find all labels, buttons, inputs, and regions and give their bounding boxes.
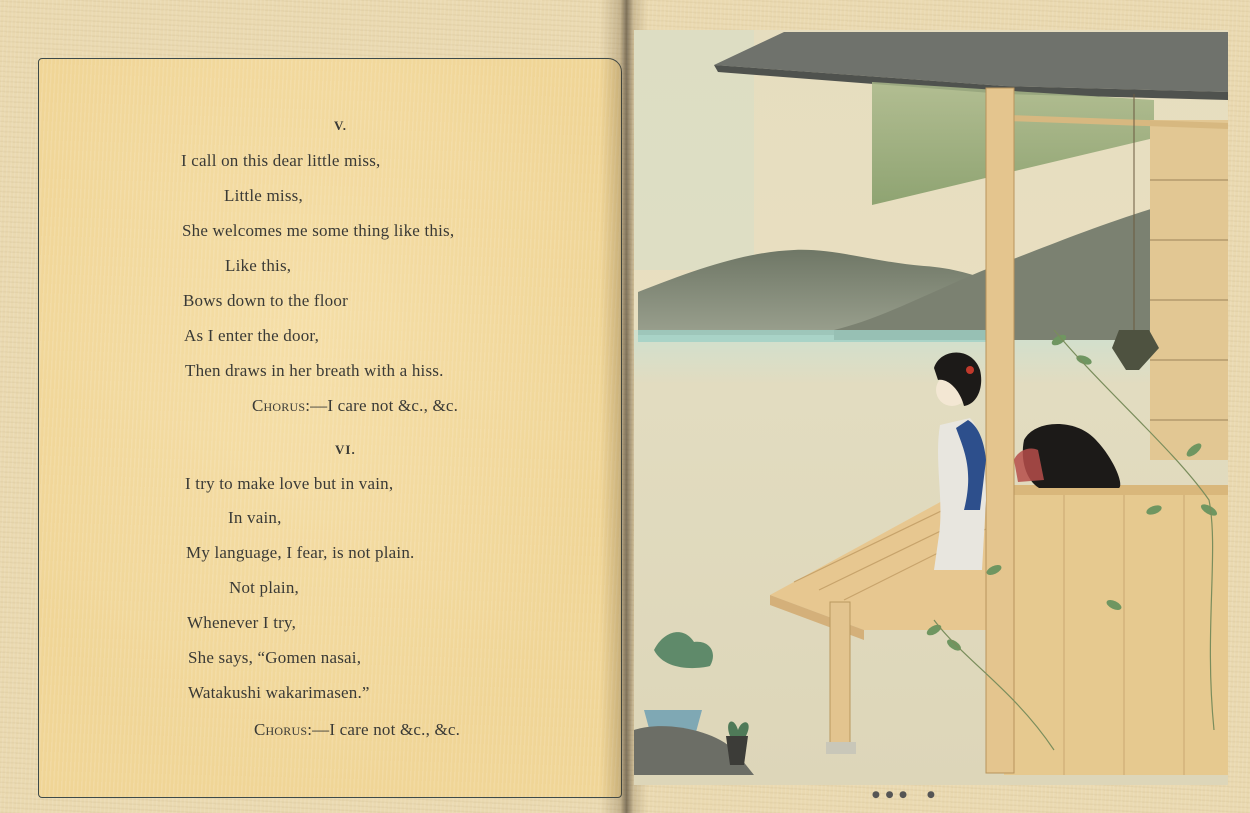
shoreline	[638, 330, 994, 342]
railing-panel	[1004, 485, 1228, 775]
verse6-line-6: She says, “Gomen nasai,	[188, 648, 362, 667]
chorus-text: —I care not &c., &c.	[310, 396, 459, 415]
verse6-line-4: Not plain,	[229, 578, 299, 597]
house-wall	[1150, 120, 1228, 460]
verse6-line-3: My language, I fear, is not plain.	[186, 543, 415, 562]
verse6-line-7: Watakushi wakarimasen.”	[188, 683, 370, 702]
verse5-line-3: She welcomes me some thing like this,	[182, 221, 455, 240]
verse5-line-5: Bows down to the floor	[183, 291, 348, 310]
post-stone	[826, 742, 856, 754]
hair-ornament	[966, 366, 974, 374]
chorus-label: Chorus:	[254, 720, 313, 739]
verse-number-5: V.	[334, 118, 347, 133]
verse5-line-6: As I enter the door,	[184, 326, 320, 345]
verse6-line-1: I try to make love but in vain,	[185, 474, 394, 493]
verse5-line-4: Like this,	[225, 256, 292, 275]
chorus-label: Chorus:	[252, 396, 311, 415]
chorus-text: —I care not &c., &c.	[312, 720, 461, 739]
verse6-chorus	[254, 720, 460, 740]
support-post-left	[830, 602, 850, 750]
veranda-pillar	[986, 88, 1014, 773]
verse6-line-2: In vain,	[228, 508, 282, 527]
veranda-illustration	[634, 30, 1228, 785]
verse6-line-5: Whenever I try,	[187, 613, 297, 632]
verse5-line-2: Little miss,	[224, 186, 303, 205]
verse-number-6: VI.	[335, 442, 356, 457]
verse5-line-1: I call on this dear little miss,	[181, 151, 381, 170]
verse5-chorus	[252, 396, 458, 416]
verse5-line-7: Then draws in her breath with a hiss.	[185, 361, 444, 380]
artist-seal-marks: ● ● ● ●	[872, 790, 935, 800]
